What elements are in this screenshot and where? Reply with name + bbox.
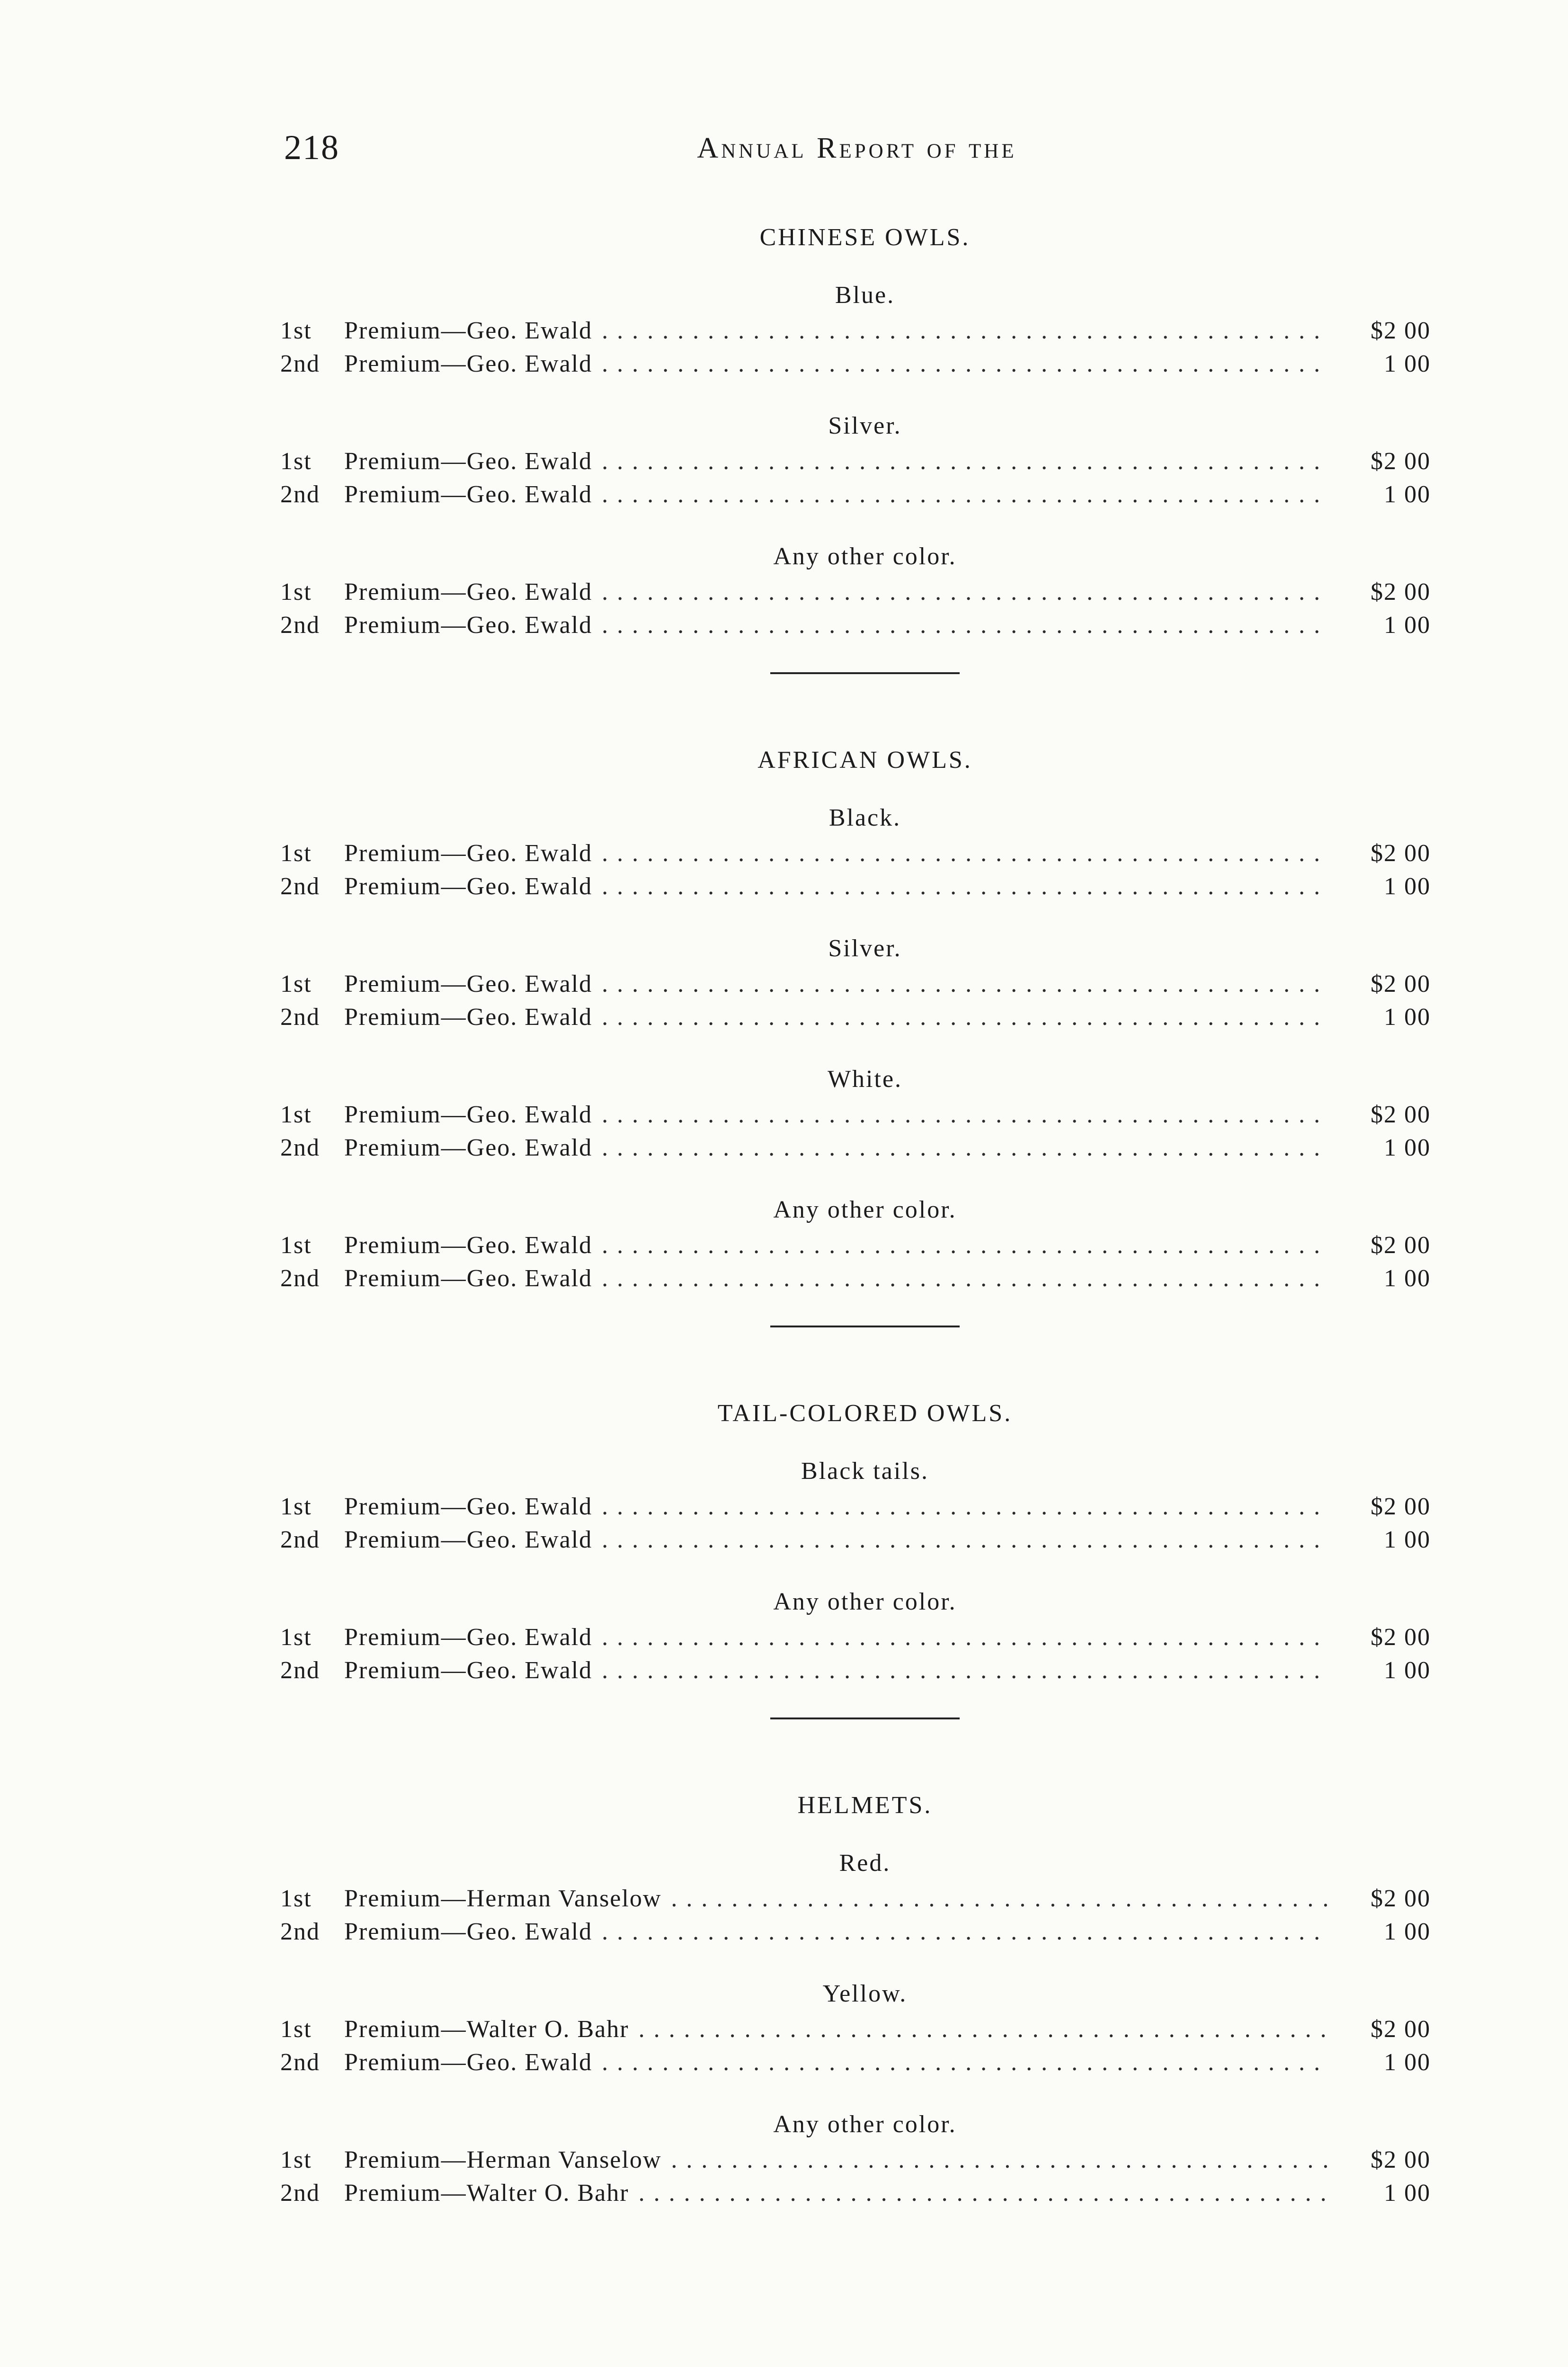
award-place: 2nd xyxy=(280,1265,320,1292)
award-amount: 1 00 xyxy=(1384,2180,1431,2207)
award-place: 2nd xyxy=(280,481,320,508)
award-row xyxy=(280,837,1431,870)
dot-leader xyxy=(602,1262,1328,1295)
section-tail-colored-owls xyxy=(280,1398,1431,1719)
award-place: 1st xyxy=(280,2146,312,2173)
award-winner: Premium—Herman Vanselow xyxy=(344,1885,662,1912)
award-place: 1st xyxy=(280,1493,312,1520)
dot-leader xyxy=(602,314,1328,347)
award-place: 1st xyxy=(280,2016,312,2043)
group-title: Black tails. xyxy=(801,1458,929,1485)
award-amount: $2 00 xyxy=(1371,1232,1431,1259)
group-silver xyxy=(280,934,1431,1034)
running-head-title: Annual Report of the xyxy=(697,132,1017,164)
award-row xyxy=(280,968,1431,1001)
award-amount: 1 00 xyxy=(1384,612,1431,639)
award-place: 2nd xyxy=(280,350,320,377)
dot-leader xyxy=(602,968,1328,1001)
award-place: 2nd xyxy=(280,1526,320,1553)
dot-leader xyxy=(602,1654,1328,1687)
group-title: Any other color. xyxy=(773,1588,957,1615)
award-place: 2nd xyxy=(280,1657,320,1684)
section-african-owls xyxy=(280,745,1431,1327)
dot-leader xyxy=(639,2013,1328,2046)
dot-leader xyxy=(602,2046,1328,2079)
award-row xyxy=(280,1490,1431,1523)
award-winner: Premium—Geo. Ewald xyxy=(344,317,593,344)
award-amount: $2 00 xyxy=(1371,1493,1431,1520)
award-place: 2nd xyxy=(280,1918,320,1945)
group-title: Any other color. xyxy=(773,1196,957,1223)
dot-leader xyxy=(602,1001,1328,1034)
award-place: 1st xyxy=(280,1624,312,1651)
award-amount: 1 00 xyxy=(1384,1526,1431,1553)
group-yellow xyxy=(280,1979,1431,2079)
award-amount: 1 00 xyxy=(1384,873,1431,900)
award-amount: $2 00 xyxy=(1371,448,1431,475)
award-winner: Premium—Herman Vanselow xyxy=(344,2146,662,2173)
award-winner: Premium—Geo. Ewald xyxy=(344,1657,593,1684)
award-winner: Premium—Geo. Ewald xyxy=(344,350,593,377)
award-place: 1st xyxy=(280,840,312,867)
award-winner: Premium—Geo. Ewald xyxy=(344,612,593,639)
award-amount: 1 00 xyxy=(1384,1918,1431,1945)
group-title: Silver. xyxy=(828,935,902,962)
award-amount: 1 00 xyxy=(1384,1134,1431,1161)
section-title: TAIL-COLORED OWLS. xyxy=(717,1400,1013,1427)
award-amount: $2 00 xyxy=(1371,1101,1431,1128)
group-black xyxy=(280,803,1431,903)
award-amount: $2 00 xyxy=(1371,317,1431,344)
award-place: 1st xyxy=(280,1232,312,1259)
dot-leader xyxy=(671,2144,1328,2177)
section-divider xyxy=(770,1326,960,1327)
award-row xyxy=(280,870,1431,903)
award-amount: 1 00 xyxy=(1384,350,1431,377)
award-amount: $2 00 xyxy=(1371,2016,1431,2043)
award-amount: 1 00 xyxy=(1384,1004,1431,1031)
award-row xyxy=(280,609,1431,642)
award-place: 2nd xyxy=(280,1134,320,1161)
award-place: 2nd xyxy=(280,612,320,639)
award-row xyxy=(280,314,1431,347)
award-row xyxy=(280,1262,1431,1295)
dot-leader xyxy=(602,347,1328,381)
running-head xyxy=(284,128,1430,175)
group-any-other-color xyxy=(280,1587,1431,1687)
award-winner: Premium—Geo. Ewald xyxy=(344,873,593,900)
group-title: Blue. xyxy=(835,282,895,309)
award-amount: $2 00 xyxy=(1371,2146,1431,2173)
group-white xyxy=(280,1064,1431,1165)
group-title: Black. xyxy=(829,804,901,831)
award-winner: Premium—Walter O. Bahr xyxy=(344,2180,629,2207)
section-divider xyxy=(770,1717,960,1719)
group-title: Any other color. xyxy=(773,2111,957,2138)
award-row xyxy=(280,478,1431,511)
award-row xyxy=(280,1001,1431,1034)
group-any-other-color xyxy=(280,1195,1431,1295)
dot-leader xyxy=(602,1098,1328,1131)
award-winner: Premium—Walter O. Bahr xyxy=(344,2016,629,2043)
group-title: Red. xyxy=(839,1850,891,1877)
section-divider xyxy=(770,672,960,674)
award-row xyxy=(280,2144,1431,2177)
award-row xyxy=(280,2013,1431,2046)
dot-leader xyxy=(602,1915,1328,1949)
dot-leader xyxy=(671,1882,1328,1915)
award-amount: $2 00 xyxy=(1371,970,1431,997)
award-amount: 1 00 xyxy=(1384,1265,1431,1292)
dot-leader xyxy=(602,576,1328,609)
award-row xyxy=(280,1654,1431,1687)
dot-leader xyxy=(602,870,1328,903)
award-row xyxy=(280,445,1431,478)
award-place: 2nd xyxy=(280,873,320,900)
award-winner: Premium—Geo. Ewald xyxy=(344,448,593,475)
award-place: 2nd xyxy=(280,1004,320,1031)
dot-leader xyxy=(602,837,1328,870)
award-winner: Premium—Geo. Ewald xyxy=(344,970,593,997)
group-title: Any other color. xyxy=(773,543,957,570)
page-number: 218 xyxy=(284,128,339,167)
award-row xyxy=(280,1229,1431,1262)
award-amount: 1 00 xyxy=(1384,481,1431,508)
award-winner: Premium—Geo. Ewald xyxy=(344,1493,593,1520)
dot-leader xyxy=(602,1131,1328,1165)
dot-leader xyxy=(602,1229,1328,1262)
award-amount: $2 00 xyxy=(1371,840,1431,867)
award-row xyxy=(280,1523,1431,1557)
award-winner: Premium—Geo. Ewald xyxy=(344,1526,593,1553)
award-winner: Premium—Geo. Ewald xyxy=(344,578,593,605)
dot-leader xyxy=(602,609,1328,642)
award-winner: Premium—Geo. Ewald xyxy=(344,840,593,867)
group-any-other-color xyxy=(280,542,1431,642)
award-row xyxy=(280,1915,1431,1949)
award-place: 2nd xyxy=(280,2180,320,2207)
award-row xyxy=(280,1131,1431,1165)
award-place: 1st xyxy=(280,448,312,475)
award-row xyxy=(280,576,1431,609)
award-winner: Premium—Geo. Ewald xyxy=(344,1918,593,1945)
award-winner: Premium—Geo. Ewald xyxy=(344,1004,593,1031)
section-title: CHINESE OWLS. xyxy=(759,224,971,251)
group-any-other-color xyxy=(280,2109,1431,2210)
award-row xyxy=(280,2046,1431,2079)
award-winner: Premium—Geo. Ewald xyxy=(344,1101,593,1128)
award-winner: Premium—Geo. Ewald xyxy=(344,1232,593,1259)
award-winner: Premium—Geo. Ewald xyxy=(344,2049,593,2076)
award-place: 1st xyxy=(280,1101,312,1128)
section-title: AFRICAN OWLS. xyxy=(757,747,972,774)
group-black-tails xyxy=(280,1456,1431,1557)
group-title: Silver. xyxy=(828,412,902,439)
dot-leader xyxy=(602,445,1328,478)
dot-leader xyxy=(639,2177,1328,2210)
award-row xyxy=(280,1882,1431,1915)
award-row xyxy=(280,347,1431,381)
award-place: 2nd xyxy=(280,2049,320,2076)
award-row xyxy=(280,1621,1431,1654)
award-amount: $2 00 xyxy=(1371,1624,1431,1651)
group-red xyxy=(280,1848,1431,1949)
award-winner: Premium—Geo. Ewald xyxy=(344,1265,593,1292)
award-place: 1st xyxy=(280,970,312,997)
award-place: 1st xyxy=(280,578,312,605)
award-winner: Premium—Geo. Ewald xyxy=(344,481,593,508)
premium-list xyxy=(280,222,1431,2240)
award-row xyxy=(280,2177,1431,2210)
dot-leader xyxy=(602,1523,1328,1557)
section-helmets xyxy=(280,1790,1431,2210)
award-amount: 1 00 xyxy=(1384,2049,1431,2076)
award-amount: 1 00 xyxy=(1384,1657,1431,1684)
section-title: HELMETS. xyxy=(797,1792,933,1819)
dot-leader xyxy=(602,478,1328,511)
section-chinese-owls xyxy=(280,222,1431,674)
award-place: 1st xyxy=(280,317,312,344)
award-amount: $2 00 xyxy=(1371,1885,1431,1912)
dot-leader xyxy=(602,1621,1328,1654)
award-winner: Premium—Geo. Ewald xyxy=(344,1134,593,1161)
group-title: Yellow. xyxy=(822,1980,908,2007)
award-amount: $2 00 xyxy=(1371,578,1431,605)
award-place: 1st xyxy=(280,1885,312,1912)
group-blue xyxy=(280,280,1431,381)
award-row xyxy=(280,1098,1431,1131)
group-title: White. xyxy=(827,1066,903,1093)
group-silver xyxy=(280,411,1431,511)
dot-leader xyxy=(602,1490,1328,1523)
award-winner: Premium—Geo. Ewald xyxy=(344,1624,593,1651)
